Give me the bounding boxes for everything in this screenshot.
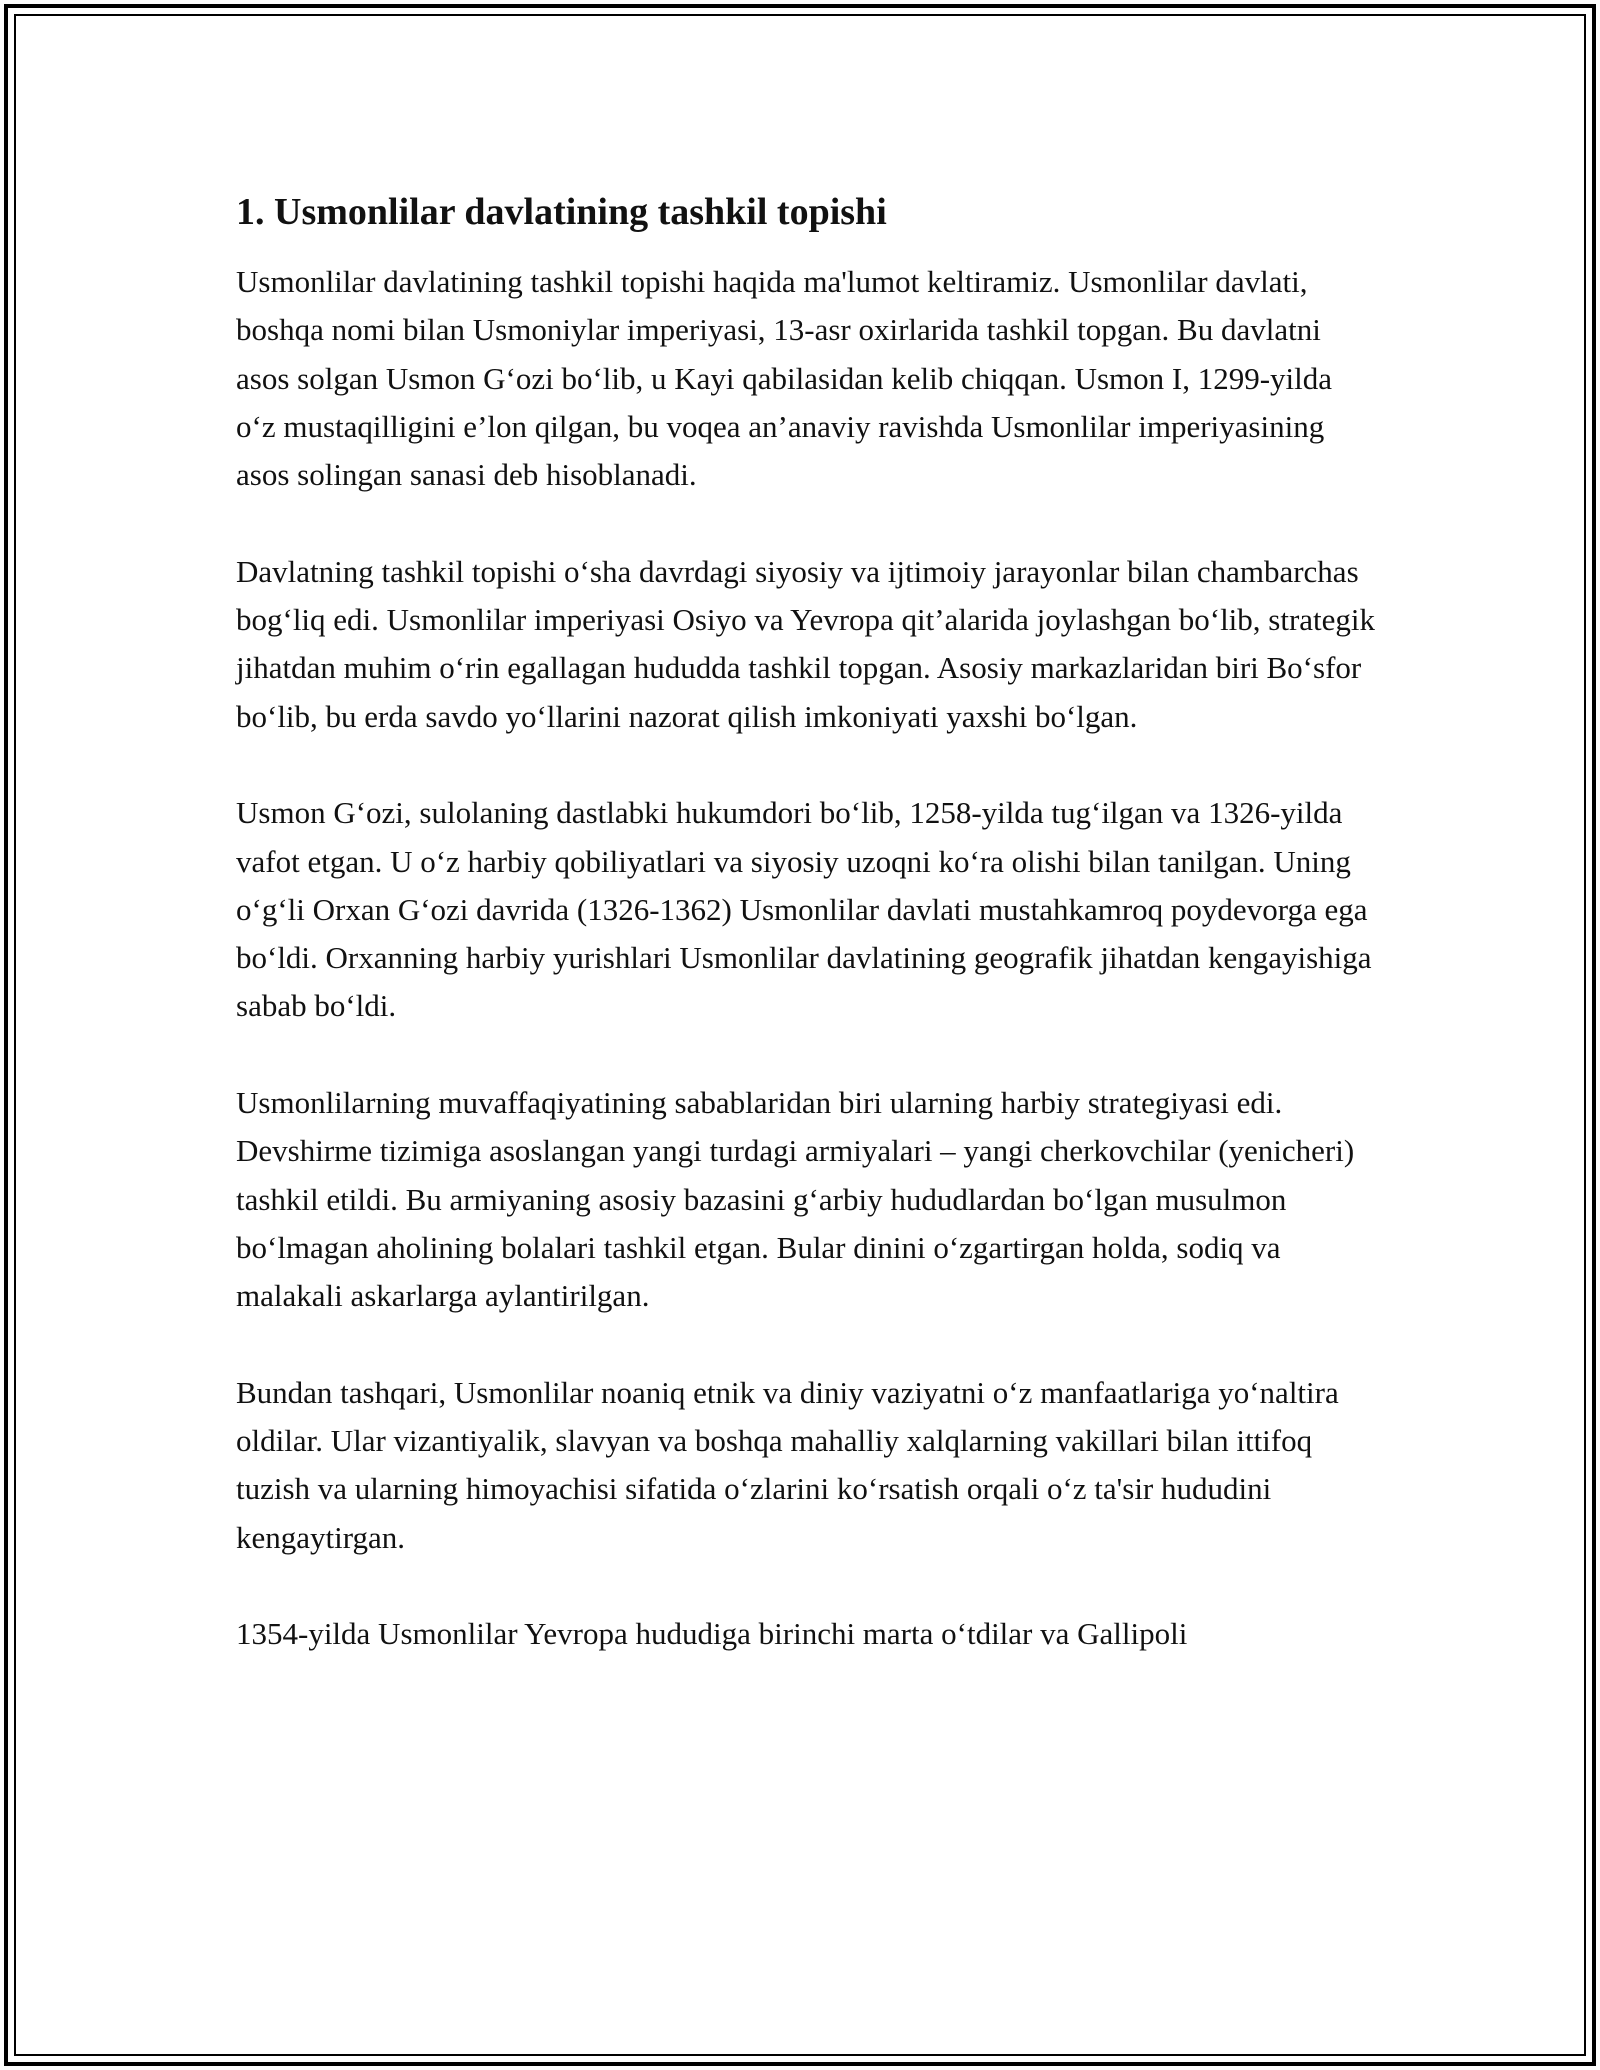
document-body — [236, 188, 1376, 1659]
paragraph-4: Usmonlilarning muvaffaqiyatining sabablaridan biri ularning harbiy strategiyasi edi. Devshirme tizimiga asoslangan yangi turdagi armiyalari – yangi cherkovchilar (yenicheri) tashkil etildi. Bu armiyaning asosiy bazasini g‘arbiy hududlardan bo‘lgan musulmon bo‘lmagan aholining bolalari tashkil etgan. Bular dinini o‘zgartirgan holda, sodiq va malakali askarlarga aylantirilgan. — [236, 1085, 1355, 1314]
paragraph-3: Usmon G‘ozi, sulolaning dastlabki hukumdori bo‘lib, 1258-yilda tug‘ilgan va 1326-yilda vafot etgan. U o‘z harbiy qobiliyatlari va siyosiy uzoqni ko‘ra olishi bilan tanilgan. Uning o‘g‘li Orxan G‘ozi davrida (1326-1362) Usmonlilar davlati mustahkamroq poydevorga ega bo‘ldi. Orxanning harbiy yurishlari Usmonlilar davlatining geografik jihatdan kengayishiga sabab bo‘ldi. — [236, 795, 1372, 1024]
paragraph-5: Bundan tashqari, Usmonlilar noaniq etnik va diniy vaziyatni o‘z manfaatlariga yo‘naltira oldilar. Ular vizantiyalik, slavyan va boshqa mahalliy xalqlarning vakillari bilan ittifoq tuzish va ularning himoyachisi sifatida o‘zlarini ko‘rsatish orqali o‘z ta'sir hududini kengaytirgan. — [236, 1374, 1339, 1555]
paragraph-1: Usmonlilar davlatining tashkil topishi haqida ma'lumot keltiramiz. Usmonlilar davlati, boshqa nomi bilan Usmoniylar imperiyasi, 13-asr oxirlarida tashkil topgan. Bu davlatni asos solgan Usmon G‘ozi bo‘lib, u Kayi qabilasidan kelib chiqqan. Usmon I, 1299-yilda o‘z mustaqilligini e’lon qilgan, bu voqea an’anaviy ravishda Usmonlilar imperiyasining asos solingan sanasi deb hisoblanadi. — [236, 264, 1333, 493]
paragraph-2: Davlatning tashkil topishi o‘sha davrdagi siyosiy va ijtimoiy jarayonlar bilan chambarchas bog‘liq edi. Usmonlilar imperiyasi Osiyo va Yevropa qit’alarida joylashgan bo‘lib, strategik jihatdan muhim o‘rin egallagan hududda tashkil topgan. Asosiy markazlaridan biri Bo‘sfor bo‘lib, bu erda savdo yo‘llarini nazorat qilish imkoniyati yaxshi bo‘lgan. — [236, 553, 1376, 734]
paragraph-6: 1354-yilda Usmonlilar Yevropa hududiga birinchi marta o‘tdilar va Gallipoli — [236, 1616, 1188, 1652]
section-heading: 1. Usmonlilar davlatining tashkil topishi — [236, 191, 887, 233]
